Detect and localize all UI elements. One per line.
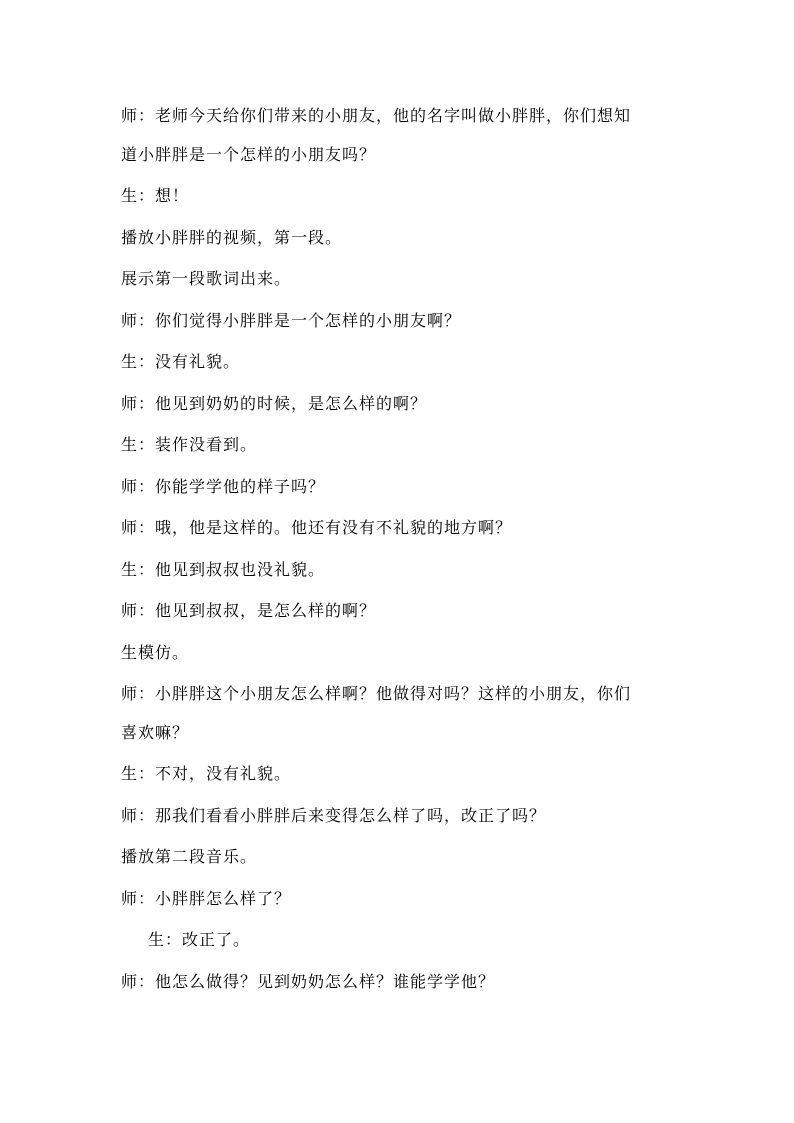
text-line: 喜欢嘛？ xyxy=(121,722,190,742)
text-line: 师：小胖胖怎么样了？ xyxy=(121,888,292,908)
text-line: 播放第二段音乐。 xyxy=(121,847,258,866)
text-line: 师：他见到奶奶的时候，是怎么样的啊？ xyxy=(121,393,428,413)
text-line: 生模仿。 xyxy=(121,642,190,662)
dialogue-text xyxy=(121,102,681,1009)
text-line: 生：装作没看到。 xyxy=(121,435,258,454)
text-line: 师：老师今天给你们带来的小朋友，他的名字叫做小胖胖，你们想知 xyxy=(121,106,632,125)
text-line: 播放小胖胖的视频，第一段。 xyxy=(121,227,343,247)
text-line: 展示第一段歌词出来。 xyxy=(121,269,292,288)
text-line: 生：他见到叔叔也没礼貌。 xyxy=(121,559,326,579)
text-line: 师：他怎么做得？见到奶奶怎么样？谁能学学他？ xyxy=(121,971,496,991)
text-line: 生：不对，没有礼貌。 xyxy=(121,764,292,783)
text-line: 师：你们觉得小胖胖是一个怎样的小朋友啊？ xyxy=(121,310,462,330)
text-line: 师：他见到叔叔，是怎么样的啊？ xyxy=(121,601,377,620)
text-line: 道小胖胖是一个怎样的小朋友吗？ xyxy=(121,144,377,164)
text-line: 生：没有礼貌。 xyxy=(121,352,241,371)
text-line: 师：哦，他是这样的。他还有没有不礼貌的地方啊？ xyxy=(121,518,513,537)
text-line: 生：改正了。 xyxy=(148,930,251,949)
text-line: 师：那我们看看小胖胖后来变得怎么样了吗，改正了吗？ xyxy=(121,805,547,825)
text-line: 生：想！ xyxy=(121,186,190,205)
text-line: 师：你能学学他的样子吗？ xyxy=(121,476,326,496)
text-line: 师：小胖胖这个小朋友怎么样啊？他做得对吗？这样的小朋友，你们 xyxy=(121,684,632,703)
